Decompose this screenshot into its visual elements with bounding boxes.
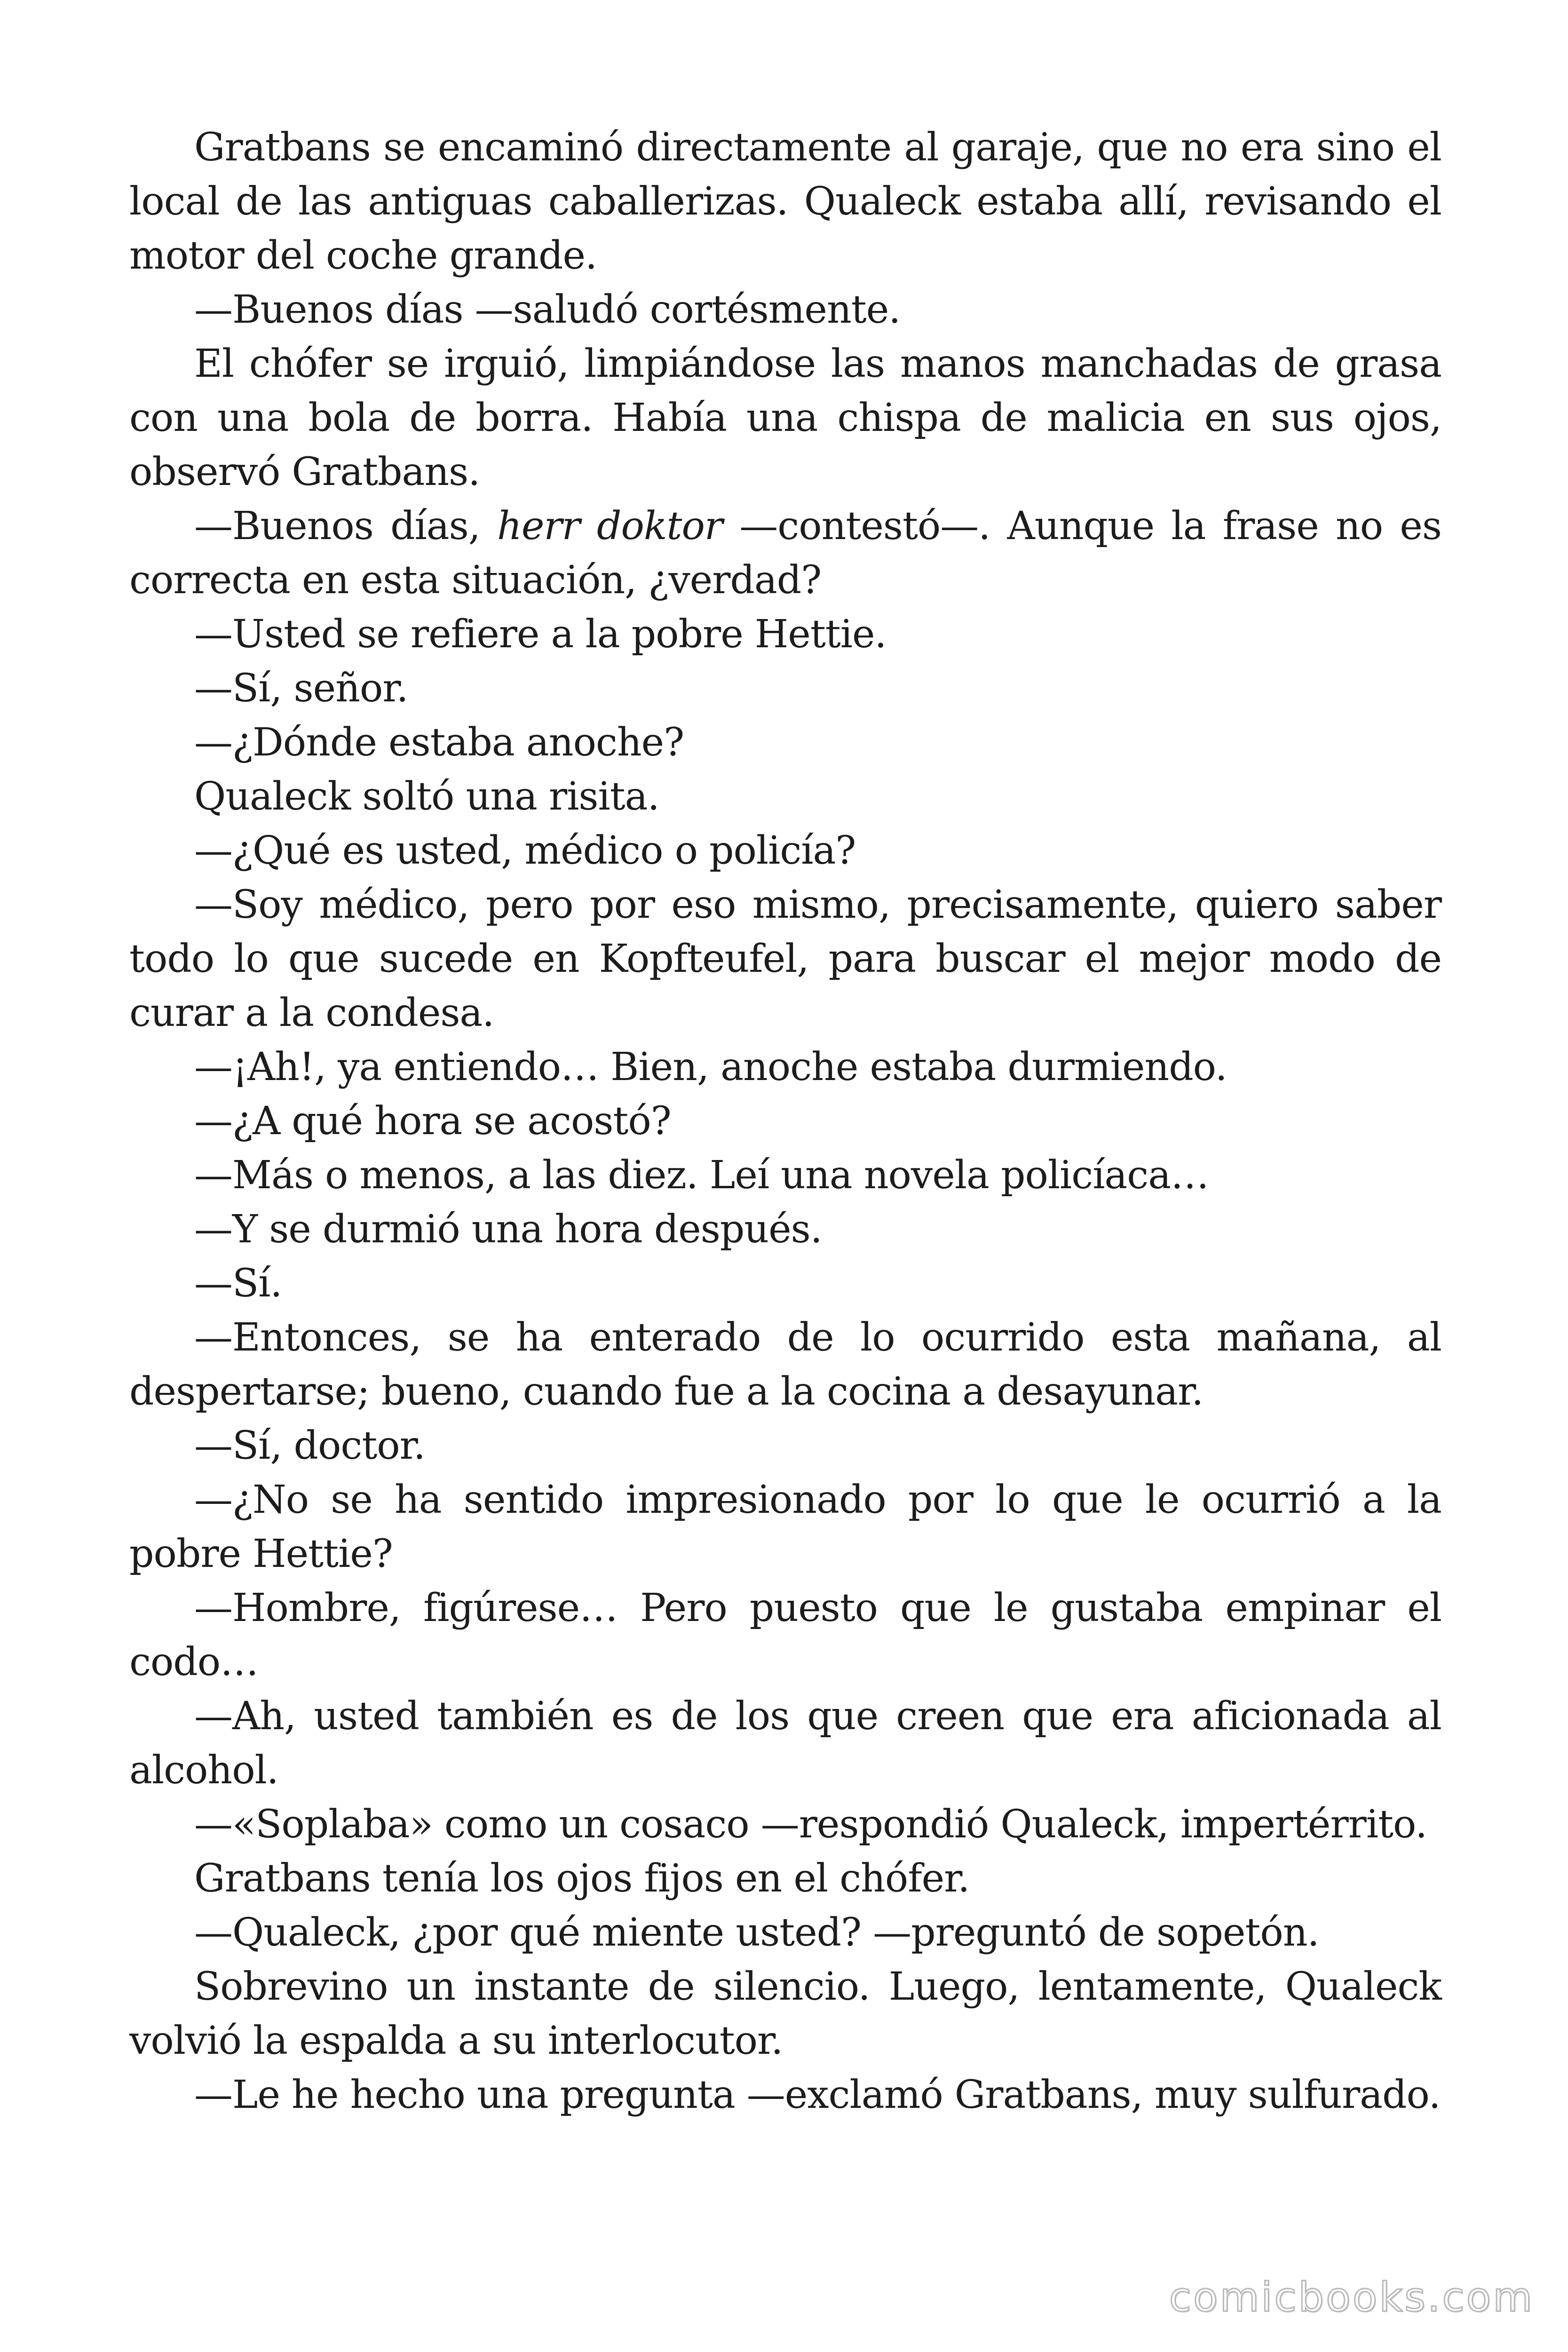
- paragraph: —Buenos días —saludó cortésmente.: [194, 287, 901, 332]
- paragraph-text: —contestó—. Aunque la frase no es correcta en esta situación, ¿verdad?: [129, 504, 1441, 603]
- paragraph: —¡Ah!, ya entiendo… Bien, anoche estaba durmiendo.: [194, 1045, 1227, 1089]
- paragraph: Gratbans tenía los ojos fijos en el chófer.: [194, 1856, 970, 1901]
- paragraph: —¿Qué es usted, médico o policía?: [194, 828, 856, 873]
- paragraph: —Hombre, figúrese… Pero puesto que le gustaba empinar el codo…: [129, 1586, 1441, 1685]
- paragraph: —Sí, señor.: [194, 666, 408, 711]
- paragraph: —¿No se ha sentido impresionado por lo que le ocurrió a la pobre Hettie?: [129, 1478, 1441, 1576]
- paragraph: Qualeck soltó una risita.: [194, 774, 659, 819]
- paragraph: —Entonces, se ha enterado de lo ocurrido esta mañana, al despertarse; bueno, cuando fue a la cocina a desayunar.: [129, 1315, 1441, 1414]
- paragraph: —Le he hecho una pregunta —exclamó Gratbans, muy sulfurado.: [194, 2073, 1441, 2117]
- watermark: comicbooks.com: [1169, 2274, 1534, 2321]
- paragraph: —¿A qué hora se acostó?: [194, 1099, 671, 1144]
- paragraph: —Usted se refiere a la pobre Hettie.: [194, 612, 887, 657]
- paragraph: —Sí.: [194, 1261, 282, 1306]
- paragraph: —Qualeck, ¿por qué miente usted? —preguntó de sopetón.: [194, 1910, 1319, 1955]
- paragraph: —Soy médico, pero por eso mismo, precisamente, quiero saber todo lo que sucede en Kopfteufel, para buscar el mejor modo de curar a la condesa.: [129, 882, 1441, 1035]
- paragraph: —Y se durmió una hora después.: [194, 1207, 822, 1252]
- paragraph: Sobrevino un instante de silencio. Luego, lentamente, Qualeck volvió la espalda a su interlocutor.: [129, 1964, 1441, 2063]
- paragraph: [129, 499, 1441, 607]
- paragraph: —Sí, doctor.: [194, 1423, 425, 1468]
- paragraph: —«Soplaba» como un cosaco —respondió Qualeck, impertérrito.: [194, 1802, 1427, 1847]
- paragraph: —¿Dónde estaba anoche?: [194, 720, 684, 765]
- paragraph: —Ah, usted también es de los que creen que era aficionada al alcohol.: [129, 1694, 1441, 1793]
- paragraph: —Más o menos, a las diez. Leí una novela policíaca…: [194, 1153, 1209, 1198]
- italic-text: herr doktor: [497, 504, 723, 548]
- page-text: [129, 120, 1441, 2122]
- paragraph: El chófer se irguió, limpiándose las manos manchadas de grasa con una bola de borra. Había una chispa de malicia en sus ojos, observó Gratbans.: [129, 342, 1441, 494]
- paragraph: Gratbans se encaminó directamente al garaje, que no era sino el local de las antiguas caballerizas. Qualeck estaba allí, revisando el motor del coche grande.: [129, 125, 1441, 278]
- paragraph-text: —Buenos días,: [194, 504, 498, 548]
